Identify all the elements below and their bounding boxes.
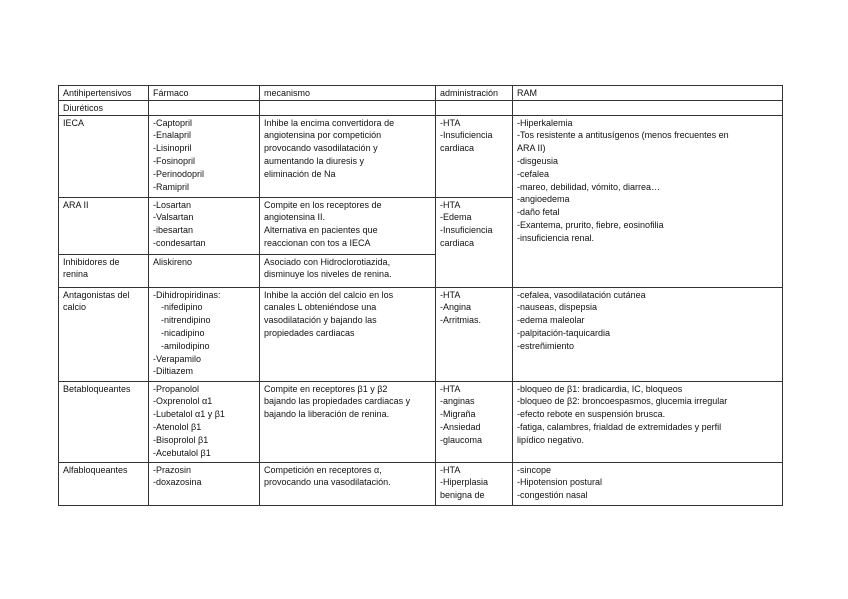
cell-empty — [149, 100, 260, 115]
text-line: -Arritmias. — [440, 315, 481, 326]
mecanismo-ara2 — [260, 197, 436, 254]
administracion-ara2-renina — [436, 197, 513, 287]
text-line: angiotensina por competición — [264, 130, 382, 141]
text-line: Compite en los receptores de — [264, 199, 382, 210]
text-line: disminuye los niveles de renina. — [264, 269, 392, 280]
ram-item: -bloqueo de β2: broncoespasmos, glucemia irregular — [517, 396, 728, 407]
text-line: -Insuficiencia — [440, 225, 493, 236]
farmacos-alfa — [149, 462, 260, 505]
table-row-beta — [59, 381, 783, 462]
drug-item: Aliskireno — [153, 256, 193, 267]
drug-item: -Lubetalol α1 y β1 — [153, 409, 225, 420]
drug-item: -Atenolol β1 — [153, 421, 202, 432]
drug-item: -Prazosin — [153, 464, 192, 475]
cell-empty — [260, 100, 436, 115]
text-line: cardiaca — [440, 237, 475, 248]
ram-item: -congestión nasal — [517, 490, 588, 501]
text-line: Competición en receptores α, — [264, 464, 382, 475]
ram-item: -Hipotension postural — [517, 477, 603, 488]
ram-item: -Tos resistente a antitusígenos (menos frecuentes en — [517, 130, 729, 141]
text-line: propiedades cardiacas — [264, 327, 355, 338]
ram-item: -cefalea, vasodilatación cutánea — [517, 289, 646, 300]
text-line: -Ansiedad — [440, 421, 481, 432]
mecanismo-beta — [260, 381, 436, 462]
text-line: Inhibe la acción del calcio en los — [264, 289, 394, 300]
group-calcio — [59, 287, 149, 381]
drug-item: -Losartan — [153, 199, 192, 210]
text-line: canales L obteniéndose una — [264, 302, 377, 313]
text-line: -HTA — [440, 117, 461, 128]
text-line: cardiaca — [440, 143, 475, 154]
drug-item: -Bisoprolol β1 — [153, 434, 209, 445]
text-line: -Insuficiencia — [440, 130, 493, 141]
drug-item: -Dihidropiridinas: — [153, 289, 221, 300]
text-line: bajando las propiedades cardiacas y — [264, 396, 411, 407]
ram-item: -daño fetal — [517, 207, 560, 218]
drug-item: -ibesartan — [153, 225, 194, 236]
text-line: -HTA — [440, 199, 461, 210]
drug-item: -Fosinopril — [153, 155, 196, 166]
drug-item: -Enalapril — [153, 130, 192, 141]
drug-item: -Diltiazem — [153, 366, 194, 377]
farmacos-renina — [149, 254, 260, 287]
drug-item: -Perinodopril — [153, 168, 205, 179]
text-line: provocando vasodilatación y — [264, 143, 378, 154]
text-line: -Hiperplasia — [440, 477, 489, 488]
text-line: Antagonistas del — [63, 289, 130, 300]
text-line: Compite en receptores β1 y β2 — [264, 383, 388, 394]
text-line: provocando una vasodilatación. — [264, 477, 391, 488]
text-line: bajando la liberación de renina. — [264, 409, 390, 420]
administracion-ieca — [436, 115, 513, 197]
ram-item: -Exantema, prurito, fiebre, eosinofilia — [517, 219, 664, 230]
text-line: calcio — [63, 302, 87, 313]
text-line: -HTA — [440, 289, 461, 300]
administracion-calcio — [436, 287, 513, 381]
text-line: -HTA — [440, 464, 461, 475]
group-ara2: ARA II — [59, 197, 149, 254]
text-line: Inhibe la encima convertidora de — [264, 117, 395, 128]
table-row-calcio — [59, 287, 783, 381]
header-antihipertensivos: Antihipertensivos — [59, 86, 149, 101]
ram-item: -insuficiencia renal. — [517, 232, 595, 243]
header-ram: RAM — [513, 86, 783, 101]
drug-subitem: -amilodipino — [161, 340, 210, 351]
group-beta: Betabloqueantes — [59, 381, 149, 462]
ram-item: -mareo, debilidad, vómito, diarrea… — [517, 181, 661, 192]
drug-item: -Lisinopril — [153, 143, 192, 154]
drug-subitem: -nifedipino — [161, 302, 203, 313]
drug-item: -Propanolol — [153, 383, 200, 394]
mecanismo-calcio — [260, 287, 436, 381]
ram-item: -Hiperkalemia — [517, 117, 573, 128]
ram-item: -cefalea — [517, 168, 550, 179]
text-line: -Angina — [440, 302, 472, 313]
ram-item: -estreñimiento — [517, 340, 575, 351]
drug-item: -Valsartan — [153, 212, 194, 223]
mecanismo-alfa — [260, 462, 436, 505]
ram-item: -bloqueo de β1: bradicardia, IC, bloqueos — [517, 383, 683, 394]
text-line: Alternativa en pacientes que — [264, 225, 378, 236]
text-line: eliminación de Na — [264, 168, 336, 179]
header-mecanismo: mecanismo — [260, 86, 436, 101]
cell-empty — [513, 100, 783, 115]
group-renina — [59, 254, 149, 287]
header-administracion: administración — [436, 86, 513, 101]
mecanismo-ieca — [260, 115, 436, 197]
header-farmaco: Fármaco — [149, 86, 260, 101]
group-ieca: IECA — [59, 115, 149, 197]
ram-item: -fatiga, calambres, frialdad de extremidades y perfil — [517, 421, 722, 432]
ram-item: -disgeusia — [517, 155, 559, 166]
drug-item: -Acebutalol β1 — [153, 447, 211, 458]
text-line: -Migraña — [440, 409, 476, 420]
mecanismo-renina — [260, 254, 436, 287]
text-line: reaccionan con tos a IECA — [264, 237, 371, 248]
table-row-ieca — [59, 115, 783, 197]
drug-item: -Verapamilo — [153, 353, 202, 364]
text-line: vasodilatación y bajando las — [264, 315, 377, 326]
drug-item: -Ramipril — [153, 181, 189, 192]
text-line: -glaucoma — [440, 434, 483, 445]
ram-item: -edema maleolar — [517, 315, 585, 326]
group-diureticos: Diuréticos — [59, 100, 149, 115]
text-line: -Edema — [440, 212, 472, 223]
ram-item: -angioedema — [517, 194, 570, 205]
ram-ieca-ara2-renina — [513, 115, 783, 287]
text-line: Asociado con Hidroclorotiazida, — [264, 256, 391, 267]
ram-calcio — [513, 287, 783, 381]
ram-item: -sincope — [517, 464, 552, 475]
cell-empty — [436, 100, 513, 115]
farmacos-calcio — [149, 287, 260, 381]
text-line: angiotensina II. — [264, 212, 326, 223]
ram-item: lipídico negativo. — [517, 434, 585, 445]
drug-item: -doxazosina — [153, 477, 202, 488]
ram-item: -nauseas, dispepsia — [517, 302, 598, 313]
table-row-alfa — [59, 462, 783, 505]
farmacos-beta — [149, 381, 260, 462]
text-line: Inhibidores de — [63, 256, 120, 267]
table-header-row — [59, 86, 783, 101]
ram-alfa — [513, 462, 783, 505]
group-alfa: Alfabloqueantes — [59, 462, 149, 505]
antihypertensive-table — [58, 85, 783, 506]
text-line: -anginas — [440, 396, 475, 407]
drug-item: -Oxprenolol α1 — [153, 396, 213, 407]
text-line: benigna de — [440, 490, 485, 501]
ram-item: -efecto rebote en suspensión brusca. — [517, 409, 666, 420]
text-line: -HTA — [440, 383, 461, 394]
drug-item: -Captopril — [153, 117, 193, 128]
drug-item: -condesartan — [153, 237, 206, 248]
ram-item: -palpitación-taquicardia — [517, 327, 611, 338]
ram-item: ARA II) — [517, 143, 546, 154]
table-row-diureticos — [59, 100, 783, 115]
administracion-alfa — [436, 462, 513, 505]
administracion-beta — [436, 381, 513, 462]
drug-subitem: -nitrendipino — [161, 315, 211, 326]
ram-beta — [513, 381, 783, 462]
farmacos-ieca — [149, 115, 260, 197]
text-line: aumentando la diuresis y — [264, 155, 365, 166]
drug-subitem: -nicadipino — [161, 327, 205, 338]
farmacos-ara2 — [149, 197, 260, 254]
text-line: renina — [63, 269, 89, 280]
